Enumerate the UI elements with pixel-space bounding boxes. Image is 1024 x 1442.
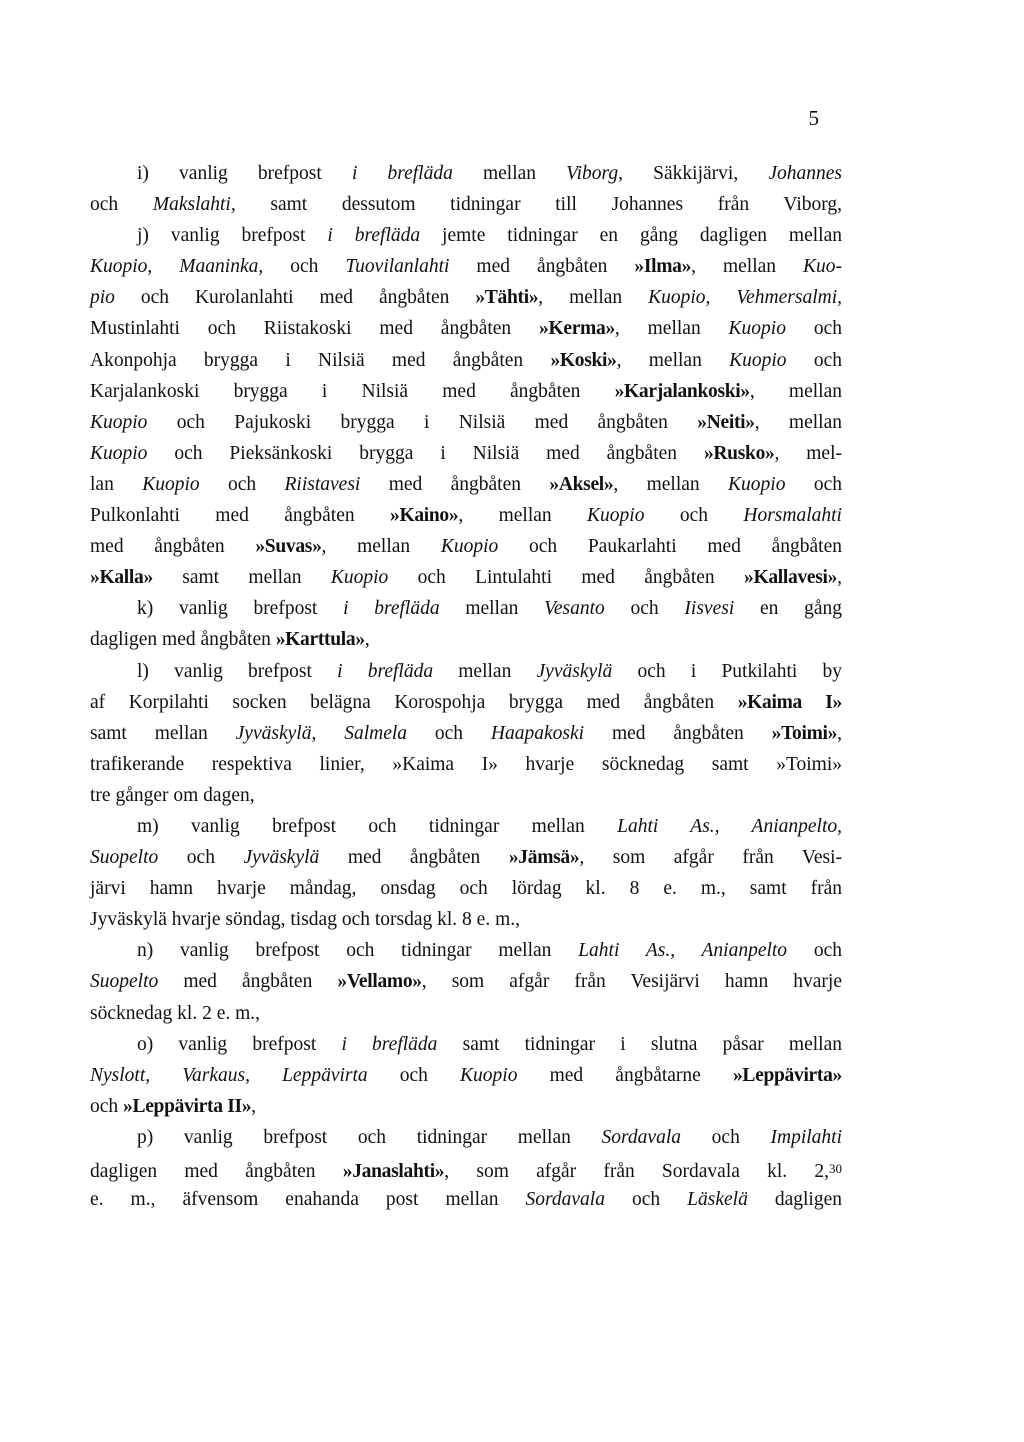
place-name: Kuopio: [460, 1064, 518, 1086]
place-name: Läskelä: [687, 1189, 748, 1211]
ship-name: »Toimi»: [771, 722, 838, 744]
text-run: lan: [90, 473, 143, 495]
text-run: ,: [837, 722, 842, 744]
text-run: en gång: [734, 598, 843, 620]
text-run: , mellan: [614, 318, 729, 340]
place-name: Suopelto: [90, 971, 159, 993]
place-name: Haapakoski: [490, 722, 585, 744]
text-run: samt mellan: [152, 567, 331, 589]
place-name: Lahti As., Anianpelto,: [617, 815, 843, 837]
text-run: och Paukarlahti med ångbåten: [498, 536, 842, 558]
place-name: Kuopio, Vehmersalmi,: [648, 287, 842, 309]
place-name: Lahti As., Anianpelto: [578, 940, 788, 962]
text-run: med ångbåten: [319, 847, 509, 869]
text-run: Pulkonlahti med ångbåten: [90, 505, 390, 527]
ship-name: »Karttula»: [275, 629, 365, 651]
text-run: p) vanlig brefpost och tidningar mellan: [137, 1126, 602, 1148]
text-run: jemte tidningar en gång dagligen mellan: [420, 225, 842, 247]
text-run: ,: [837, 567, 842, 589]
text-run: och Kurolanlahti med ångbåten: [114, 287, 476, 309]
text-run: , som afgår från Vesi-: [579, 847, 843, 869]
text-line: [90, 1184, 842, 1215]
text-run: , mellan: [754, 411, 842, 433]
place-name: Suopelto: [90, 847, 159, 869]
place-name: Riistavesi: [284, 473, 361, 495]
text-run: söcknedag kl. 2 e. m.,: [90, 1002, 261, 1024]
text-line: [90, 562, 842, 593]
ship-name: »Tähti»: [475, 287, 539, 309]
text-line: [90, 345, 842, 376]
place-name: Kuopio: [728, 318, 786, 340]
text-line: [90, 749, 842, 780]
place-name: Kuopio: [729, 349, 787, 371]
text-run: Karjalankoski brygga i Nilsiä med ångbåten: [90, 380, 615, 402]
text-line: [90, 687, 842, 718]
text-line: [90, 189, 842, 220]
place-name: Tuovilanlahti: [345, 256, 450, 278]
text-run: k) vanlig brefpost: [137, 598, 344, 620]
ship-name: »Vellamo»: [337, 971, 422, 993]
place-name: Kuopio: [90, 442, 148, 464]
text-run: och: [604, 598, 685, 620]
text-line: [90, 593, 842, 624]
text-run: och: [644, 505, 744, 527]
place-name: i brefläda: [337, 660, 434, 682]
text-run: samt dessutom tidningar till Johannes från Viborg,: [235, 194, 843, 216]
text-run: , mellan: [691, 256, 804, 278]
text-run: , som afgår från Vesijärvi hamn hvarje: [421, 971, 842, 993]
text-run: ,: [364, 629, 370, 651]
ship-name: »Kaino»: [390, 505, 459, 527]
text-line: [90, 1029, 842, 1060]
place-name: Kuopio: [440, 536, 499, 558]
place-name: pio: [90, 287, 115, 309]
text-run: , mellan: [613, 473, 729, 495]
text-line: [90, 407, 842, 438]
text-line: [90, 842, 842, 873]
text-line: [90, 1060, 842, 1091]
text-line: [90, 220, 842, 251]
place-name: Viborg,: [566, 163, 624, 184]
text-run: Jyväskylä hvarje söndag, tisdag och torsdag kl. 8 e. m.,: [90, 909, 520, 931]
text-run: och: [367, 1064, 461, 1086]
place-name: Jyväskylä, Salmela: [235, 722, 408, 744]
place-name: Kuo-: [803, 256, 843, 278]
text-run: e. m., äfvensom enahanda post mellan: [90, 1189, 526, 1211]
text-line: [90, 656, 842, 687]
text-run: och: [263, 256, 346, 278]
text-run: Akonpohja brygga i Nilsiä med ångbåten: [90, 349, 551, 371]
text-run: , mellan: [458, 505, 588, 527]
text-run: , mel-: [774, 442, 842, 464]
text-line: [90, 1091, 842, 1122]
text-run: i) vanlig brefpost: [137, 163, 352, 184]
ship-name: »Koski»: [550, 349, 617, 371]
text-run: järvi hamn hvarje måndag, onsdag och lördag kl. 8 e. m., samt från: [90, 878, 842, 900]
text-line: [90, 251, 842, 282]
place-name: i brefläda: [351, 163, 453, 184]
text-line: [90, 313, 842, 344]
place-name: i brefläda: [327, 225, 421, 247]
ship-name: »Neiti»: [697, 411, 755, 433]
text-line: [90, 500, 842, 531]
text-run: j) vanlig brefpost: [137, 225, 328, 247]
place-name: Vesanto: [544, 598, 605, 620]
text-run: och Lintulahti med ångbåten: [388, 567, 744, 589]
ship-name: »Janaslahti»: [342, 1161, 445, 1182]
text-line: [90, 998, 842, 1029]
place-name: Jyväskylä: [243, 847, 320, 869]
text-run: med ångbåten: [584, 722, 772, 744]
page-number: 5: [808, 106, 819, 130]
text-run: med ångbåten: [158, 971, 338, 993]
text-run: n) vanlig brefpost och tidningar mellan: [137, 940, 579, 962]
text-run: , mellan: [749, 380, 842, 402]
text-line: [90, 376, 842, 407]
text-run: mellan: [433, 660, 537, 682]
text-line: [90, 282, 842, 313]
ship-name: »Leppävirta»: [732, 1064, 843, 1086]
place-name: Nyslott, Varkaus, Leppävirta: [90, 1064, 368, 1086]
place-name: Kuopio, Maaninka,: [90, 256, 264, 278]
text-run: 30: [829, 1161, 842, 1176]
text-run: med ångbåten: [360, 473, 550, 495]
ship-name: »Ilma»: [634, 256, 692, 278]
text-run: ,: [251, 1095, 257, 1117]
place-name: Impilahti: [770, 1126, 842, 1148]
place-name: Johannes: [768, 163, 842, 184]
ship-name: »Rusko»: [703, 442, 775, 464]
text-run: och: [785, 318, 842, 340]
text-line: [90, 158, 842, 189]
place-name: Jyväskylä: [536, 660, 613, 682]
place-name: Sordavala: [601, 1126, 681, 1148]
body-text: [90, 158, 842, 1215]
text-run: och: [681, 1126, 771, 1148]
text-line: [90, 531, 842, 562]
place-name: Iisvesi: [684, 598, 735, 620]
ship-name: »Leppävirta II»: [123, 1095, 252, 1117]
text-run: och: [604, 1189, 688, 1211]
text-run: af Korpilahti socken belägna Korospohja brygga med ångbåten: [90, 691, 738, 713]
text-run: och i Putkilahti by: [612, 660, 842, 682]
text-run: med ångbåten: [449, 256, 635, 278]
text-line: [90, 624, 842, 655]
text-run: dagligen: [747, 1189, 843, 1211]
text-run: och: [158, 847, 244, 869]
text-line: [90, 811, 842, 842]
text-run: Mustinlahti och Riistakoski med ångbåten: [90, 318, 540, 340]
text-run: och: [90, 194, 153, 216]
text-line: [90, 1153, 842, 1184]
text-line: [90, 904, 842, 935]
ship-name: »Kalla»: [90, 567, 153, 589]
text-run: med ångbåtarne: [517, 1064, 733, 1086]
text-run: samt mellan: [90, 722, 236, 744]
place-name: Kuopio: [728, 473, 786, 495]
text-run: o) vanlig brefpost: [137, 1033, 342, 1055]
text-run: och: [786, 349, 842, 371]
text-line: [90, 966, 842, 997]
ship-name: »Aksel»: [549, 473, 614, 495]
text-run: mellan: [439, 598, 545, 620]
text-run: med ångbåten: [90, 536, 256, 558]
place-name: Kuopio: [587, 505, 645, 527]
place-name: i brefläda: [341, 1033, 438, 1055]
text-run: l) vanlig brefpost: [137, 660, 338, 682]
ship-name: »Suvas»: [255, 536, 322, 558]
ship-name: »Karjalankoski»: [614, 380, 750, 402]
ship-name: »Jämsä»: [508, 847, 580, 869]
text-run: dagligen med ångbåten: [90, 629, 276, 651]
text-run: Säkkijärvi,: [623, 163, 769, 184]
place-name: Sordavala: [525, 1189, 605, 1211]
ship-name: »Kerma»: [539, 318, 615, 340]
place-name: Kuopio: [330, 567, 389, 589]
text-run: och Pieksänkoski brygga i Nilsiä med ångbåten: [147, 442, 704, 464]
text-run: och: [787, 940, 842, 962]
text-run: dagligen med ångbåten: [90, 1161, 343, 1182]
text-run: , mellan: [538, 287, 649, 309]
place-name: i brefläda: [343, 598, 440, 620]
text-line: [90, 718, 842, 749]
text-line: [90, 469, 842, 500]
place-name: Kuopio: [90, 411, 148, 433]
place-name: Horsmalahti: [743, 505, 842, 527]
text-line: [90, 438, 842, 469]
text-run: , som afgår från Sordavala kl. 2,: [444, 1161, 829, 1182]
text-run: och: [199, 473, 285, 495]
text-line: [90, 780, 842, 811]
text-run: , mellan: [616, 349, 730, 371]
text-line: [90, 935, 842, 966]
text-line: [90, 873, 842, 904]
ship-name: »Kallavesi»: [744, 567, 838, 589]
text-run: mellan: [452, 163, 567, 184]
text-run: trafikerande respektiva linier, »Kaima I» hvarje söcknedag samt »Toimi»: [90, 753, 842, 775]
text-run: och: [407, 722, 491, 744]
text-run: och: [785, 473, 842, 495]
text-run: tre gånger om dagen,: [90, 784, 255, 806]
ship-name: »Kaima I»: [737, 691, 842, 713]
text-run: m) vanlig brefpost och tidningar mellan: [137, 815, 618, 837]
text-run: och: [90, 1095, 124, 1117]
text-line: [90, 1122, 842, 1153]
text-run: samt tidningar i slutna påsar mellan: [437, 1033, 842, 1055]
place-name: Makslahti,: [152, 194, 236, 216]
text-run: och Pajukoski brygga i Nilsiä med ångbåten: [147, 411, 698, 433]
place-name: Kuopio: [142, 473, 200, 495]
text-run: , mellan: [321, 536, 441, 558]
